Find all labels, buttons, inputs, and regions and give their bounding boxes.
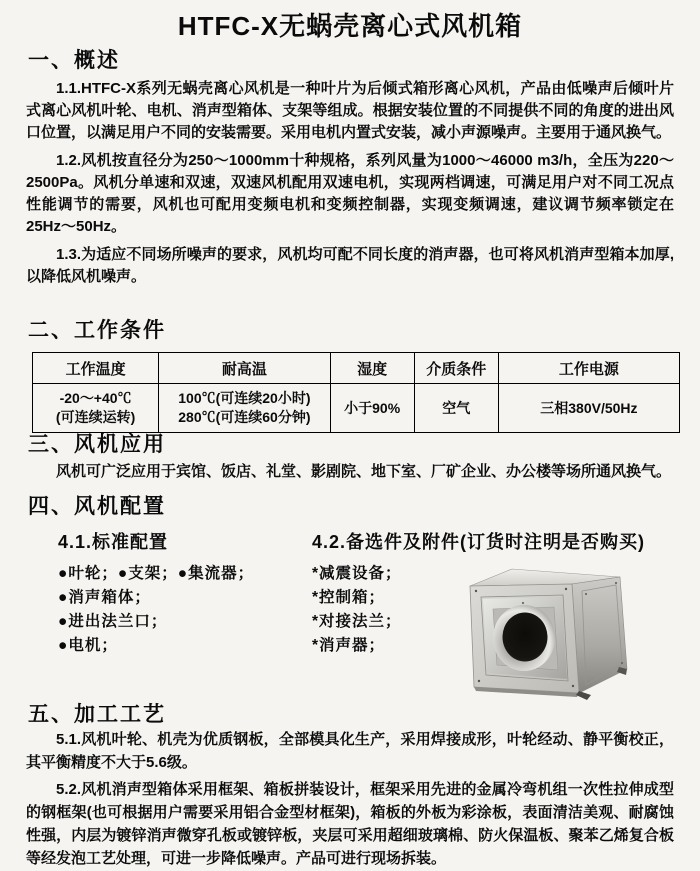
col-header-humidity: 湿度 — [330, 353, 414, 384]
col-header-heat-resistance: 耐高温 — [159, 353, 330, 384]
paragraph-5-2: 5.2.风机消声型箱体采用框架、箱板拼装设计，框架采用先进的金属冷弯机组一次性拉伸成型的钢框架(也可根据用户需要采用铝合金型材框架)，箱板的外板为彩涂板，表面清洁美观、耐腐蚀性强，内层为镀锌消声微穿孔板或镀锌板，夹层可采用超细玻璃棉、防火保温板、聚苯乙烯复合板等经发泡工艺处理，可进一步降低噪声。产品可进行现场拆装。 — [26, 781, 674, 867]
screw-side-tr — [615, 582, 617, 584]
heat-spec-2: 280℃(可连续60分钟) — [178, 409, 311, 425]
paragraph-3-1: 风机可广泛应用于宾馆、饭店、礼堂、影剧院、地下室、厂矿企业、办公楼等场所通风换气。 — [56, 463, 672, 480]
screw-side-br — [621, 662, 623, 664]
standard-item-silencer-box: ●消声箱体； — [58, 589, 151, 606]
standard-config-column — [26, 528, 312, 658]
configuration-area — [26, 528, 681, 708]
section-heading-configuration: 四、风机配置 — [28, 495, 166, 518]
screw-front-tr — [565, 588, 567, 590]
cell-heat-resistance — [159, 384, 330, 433]
paragraph-1-3: 1.3.为适应不同场所噪声的要求，风机均可配不同长度的消声器，也可将风机消声型箱本加厚,以降低风机噪声。 — [26, 246, 674, 285]
screw-front-bl — [478, 680, 480, 682]
section-heading-work-conditions: 二、工作条件 — [28, 319, 166, 342]
paragraph-1-2: 1.2.风机按直径分为250～1000mm十种规格，系列风量为1000～46000 m3/h，全压为220～2500Pa。风机分单速和双速，双速风机配用双速电机，实现两档调速，可满足用户对不同工况点性能调节的需要，风机也可配用变频电机和变频控制器，实现变频调速，建议调节频率锁定在25Hz～50Hz。 — [26, 152, 674, 235]
cell-medium: 空气 — [414, 384, 498, 433]
screw-side-tl — [585, 593, 587, 595]
screw-panel-top — [522, 602, 524, 604]
work-conditions-table — [32, 352, 680, 433]
standard-config-list — [58, 562, 312, 658]
optional-config-heading: 4.2.备选件及附件(订货时注明是否购买) — [312, 532, 646, 552]
standard-item-impeller-bracket-collector: ●叶轮；●支架；●集流器； — [58, 565, 255, 582]
cell-humidity: 小于90% — [330, 384, 414, 433]
table-header-row — [33, 353, 680, 384]
optional-config-list — [312, 562, 460, 658]
temp-range: -20～+40℃ — [59, 390, 132, 406]
cell-work-temperature — [33, 384, 159, 433]
section-heading-overview: 一、概述 — [28, 49, 120, 72]
paragraph-5-1: 5.1.风机叶轮、机壳为优质钢板，全部模具化生产，采用焊接成形，叶轮经动、静平衡校正，其平衡精度不大于5.6级。 — [26, 731, 674, 771]
col-header-work-temperature: 工作温度 — [33, 353, 159, 384]
optional-item-silencer: *消声器； — [312, 637, 386, 654]
optional-config-row — [312, 562, 681, 708]
box-foot-right — [576, 691, 591, 700]
section-heading-process: 五、加工工艺 — [28, 703, 166, 726]
fan-box-product-photo — [460, 564, 640, 708]
overview-paragraphs — [26, 78, 674, 294]
optional-config-column — [312, 528, 681, 708]
section-heading-applications: 三、风机应用 — [28, 433, 166, 456]
optional-item-damping: *减震设备； — [312, 565, 402, 582]
col-header-medium: 介质条件 — [414, 353, 498, 384]
process-paragraphs — [26, 728, 674, 871]
screw-front-br — [572, 685, 574, 687]
page-title: HTFC-X无蜗壳离心式风机箱 — [177, 11, 523, 41]
col-header-power-supply: 工作电源 — [498, 353, 679, 384]
optional-item-control-box: *控制箱； — [312, 589, 386, 606]
cell-power-supply: 三相380V/50Hz — [498, 384, 679, 433]
applications-paragraphs — [26, 460, 674, 490]
optional-item-flange: *对接法兰； — [312, 613, 402, 630]
standard-config-heading: 4.1.标准配置 — [58, 532, 169, 552]
heat-spec-1: 100℃(可连续20小时) — [178, 390, 311, 406]
standard-item-flanges: ●进出法兰口； — [58, 613, 168, 630]
screw-front-tl — [475, 590, 477, 592]
paragraph-1-1: 1.1.HTFC-X系列无蜗壳离心风机是一种叶片为后倾式箱形离心风机，产品由低噪声后倾叶片式离心风机叶轮、电机、消声型箱体、支架等组成。根据安装位置的不同提供不同的角度的进出风口位置，以满足用户不同的安装需要。采用电机内置式安装，减小声源噪声。主要用于通风换气。 — [26, 80, 674, 141]
standard-item-motor: ●电机； — [58, 637, 118, 654]
table-data-row — [33, 384, 680, 433]
temp-note: (可连续运转) — [55, 409, 136, 425]
inlet-hole — [503, 613, 548, 662]
box-side-face — [572, 577, 627, 693]
